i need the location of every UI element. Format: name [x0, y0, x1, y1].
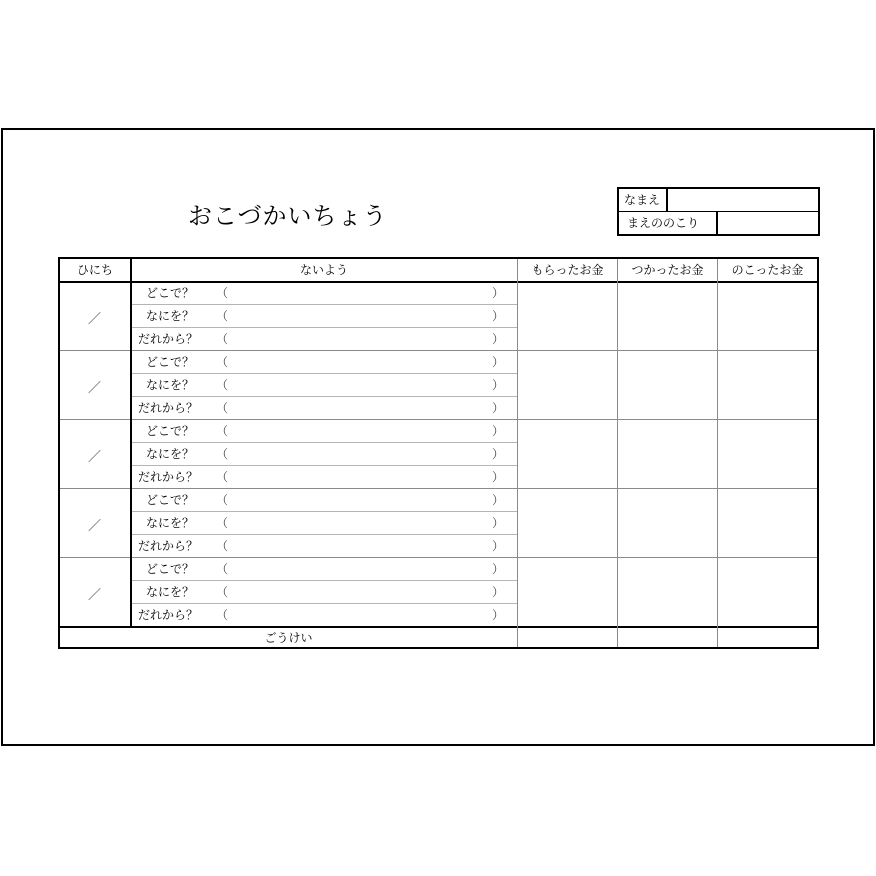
entry-line-label: なにを？: [146, 447, 195, 461]
paren-close: ）: [492, 309, 505, 323]
entry-line-label: なにを？: [146, 585, 195, 599]
entry-line-label: だれから？: [138, 470, 199, 484]
name-label: なまえ: [619, 189, 668, 211]
paren-open: （: [216, 286, 229, 300]
paren-close: ）: [492, 493, 505, 507]
paren-open: （: [216, 516, 229, 530]
paren-close: ）: [492, 539, 505, 553]
previous-balance-label: まえののこり: [619, 212, 718, 234]
ledger-table: [58, 257, 819, 649]
page-title: おこづかいちょう: [188, 202, 388, 230]
date-mark: ／: [88, 518, 102, 534]
header-date: ひにち: [76, 263, 113, 277]
paren-open: （: [216, 608, 229, 622]
entry-line-label: なにを？: [146, 516, 195, 530]
amount-column-divider: [617, 259, 618, 647]
paren-open: （: [216, 470, 229, 484]
paren-close: ）: [492, 562, 505, 576]
amount-column-divider: [717, 259, 718, 647]
paren-close: ）: [492, 424, 505, 438]
header-content: ないよう: [299, 263, 348, 277]
date-mark: ／: [88, 380, 102, 396]
paren-open: （: [216, 378, 229, 392]
name-box: [617, 187, 820, 236]
entry-line-label: だれから？: [138, 332, 199, 346]
total-label: ごうけい: [264, 631, 313, 645]
entry-line-label: だれから？: [138, 401, 199, 415]
paren-open: （: [216, 424, 229, 438]
paren-close: ）: [492, 608, 505, 622]
header-remaining: のこったお金: [731, 263, 804, 277]
paren-open: （: [216, 539, 229, 553]
date-mark: ／: [88, 587, 102, 603]
entry-line-label: どこで？: [146, 493, 195, 507]
paren-open: （: [216, 355, 229, 369]
name-row: [619, 189, 818, 212]
paren-close: ）: [492, 378, 505, 392]
paren-open: （: [216, 562, 229, 576]
paren-close: ）: [492, 470, 505, 484]
paren-close: ）: [492, 447, 505, 461]
entry-line-label: なにを？: [146, 378, 195, 392]
date-mark: ／: [88, 311, 102, 327]
date-column-divider: [130, 259, 132, 626]
entry-line-label: だれから？: [138, 608, 199, 622]
entry-line-label: なにを？: [146, 309, 195, 323]
paren-close: ）: [492, 585, 505, 599]
paren-open: （: [216, 332, 229, 346]
paren-open: （: [216, 447, 229, 461]
amount-column-divider: [517, 259, 518, 647]
entry-line-label: だれから？: [138, 539, 199, 553]
entry-line-label: どこで？: [146, 424, 195, 438]
paren-open: （: [216, 309, 229, 323]
entry-line-label: どこで？: [146, 562, 195, 576]
paren-close: ）: [492, 516, 505, 530]
paren-close: ）: [492, 332, 505, 346]
entry-line-label: どこで？: [146, 286, 195, 300]
date-mark: ／: [88, 449, 102, 465]
header-received: もらったお金: [531, 263, 604, 277]
paren-close: ）: [492, 401, 505, 415]
paren-close: ）: [492, 355, 505, 369]
header-used: つかったお金: [631, 263, 704, 277]
paren-open: （: [216, 585, 229, 599]
previous-balance-row: [619, 212, 818, 234]
paren-open: （: [216, 401, 229, 415]
paren-close: ）: [492, 286, 505, 300]
paren-open: （: [216, 493, 229, 507]
entry-line-label: どこで？: [146, 355, 195, 369]
